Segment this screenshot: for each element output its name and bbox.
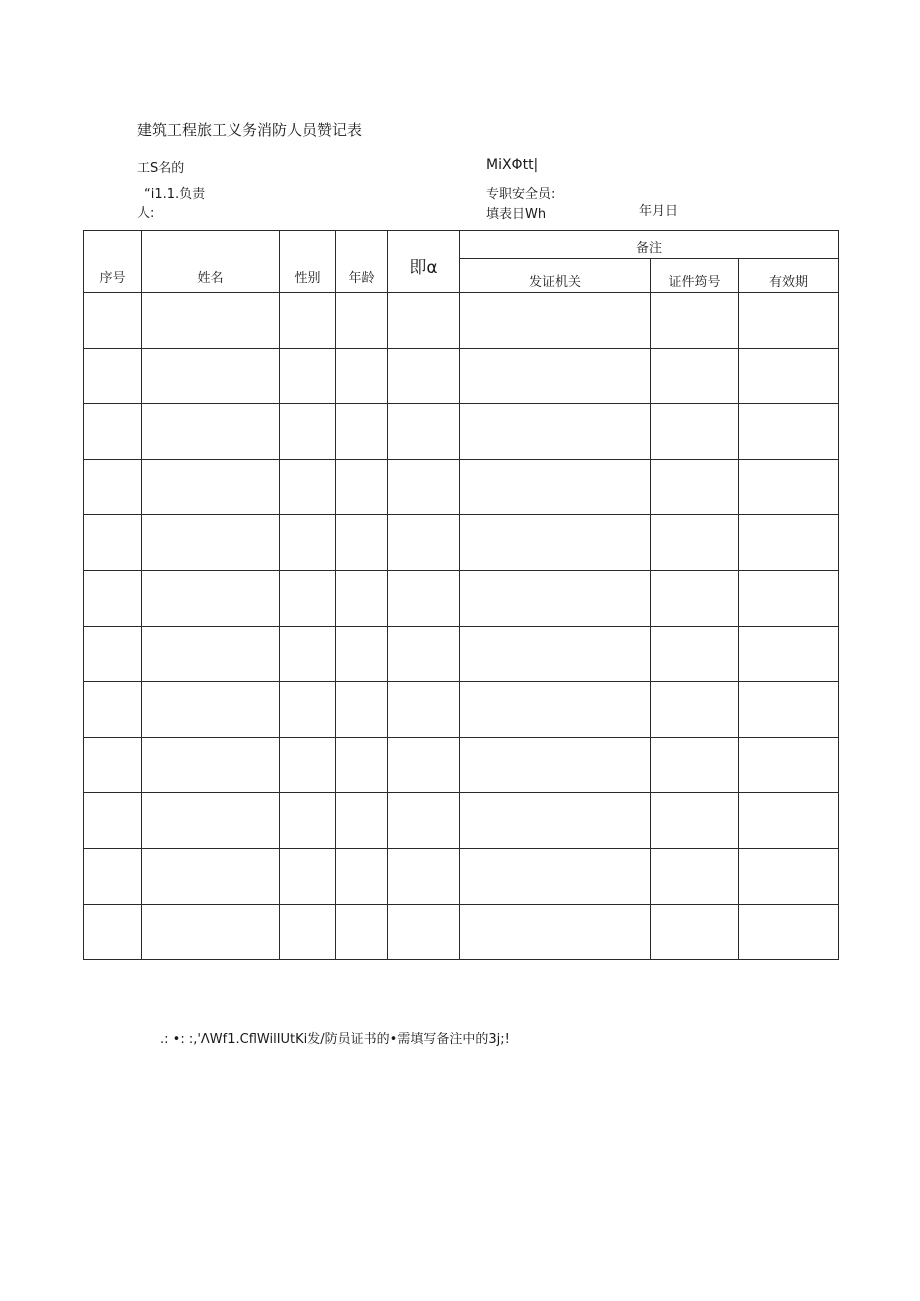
table-cell[interactable] [84,348,142,404]
table-row [84,570,839,626]
table-row [84,515,839,571]
table-cell[interactable] [739,626,839,682]
table-row [84,848,839,904]
table-cell[interactable] [142,848,280,904]
table-row [84,348,839,404]
table-cell[interactable] [460,626,651,682]
table-cell[interactable] [739,459,839,515]
table-cell[interactable] [460,737,651,793]
table-cell[interactable] [460,348,651,404]
table-cell[interactable] [388,459,460,515]
date-label: 年月日 [639,204,679,219]
table-cell[interactable] [460,682,651,738]
table-cell[interactable] [336,348,388,404]
table-cell[interactable] [460,904,651,960]
table-cell[interactable] [388,515,460,571]
table-cell[interactable] [280,626,336,682]
table-cell[interactable] [460,404,651,460]
table-cell[interactable] [336,293,388,349]
table-cell[interactable] [280,515,336,571]
table-cell[interactable] [739,848,839,904]
table-cell[interactable] [280,293,336,349]
table-cell[interactable] [651,404,739,460]
table-cell[interactable] [142,904,280,960]
header-id: 即α [388,231,460,293]
table-cell[interactable] [460,459,651,515]
table-cell[interactable] [651,793,739,849]
table-row [84,793,839,849]
table-row [84,459,839,515]
top-right-text: MiXΦtt| [486,157,539,173]
table-cell[interactable] [84,682,142,738]
table-cell[interactable] [142,626,280,682]
table-cell[interactable] [336,404,388,460]
table-cell[interactable] [142,515,280,571]
table-cell[interactable] [336,682,388,738]
table-cell[interactable] [651,904,739,960]
table-cell[interactable] [651,348,739,404]
table-cell[interactable] [651,626,739,682]
table-cell[interactable] [651,682,739,738]
project-name-label: 工S名的 [137,161,185,176]
fill-date-text: 填表日Wh [486,207,547,222]
table-cell[interactable] [280,570,336,626]
table-row [84,904,839,960]
header-no: 序号 [84,231,142,293]
fill-date-label-cut [486,203,566,222]
table-cell[interactable] [336,459,388,515]
table-cell[interactable] [651,570,739,626]
table-cell[interactable] [336,848,388,904]
table-cell[interactable] [739,348,839,404]
header-gender: 性别 [280,231,336,293]
table-cell[interactable] [460,515,651,571]
responsible-label-cont: 人: [137,206,155,221]
header-cert-no: 证件筠号 [651,259,739,293]
table-body [84,293,839,960]
responsible-label: “i1.1.负责 [144,187,206,202]
table-cell[interactable] [388,682,460,738]
table-cell[interactable] [280,459,336,515]
table-cell[interactable] [280,682,336,738]
table-cell[interactable] [388,293,460,349]
table-cell[interactable] [280,348,336,404]
table-cell[interactable] [84,570,142,626]
table-cell[interactable] [739,904,839,960]
table-cell[interactable] [739,515,839,571]
table-cell[interactable] [388,570,460,626]
table-cell[interactable] [142,737,280,793]
table-row [84,737,839,793]
table-cell[interactable] [651,459,739,515]
table-row [84,404,839,460]
table-cell[interactable] [84,515,142,571]
table-cell[interactable] [388,404,460,460]
table-cell[interactable] [336,570,388,626]
table-cell[interactable] [280,904,336,960]
personnel-register-table [83,230,839,960]
table-cell[interactable] [460,793,651,849]
table-cell[interactable] [460,848,651,904]
table-cell[interactable] [84,404,142,460]
table-cell[interactable] [388,737,460,793]
table-cell[interactable] [280,737,336,793]
table-cell[interactable] [84,737,142,793]
table-cell[interactable] [142,793,280,849]
table-cell[interactable] [388,904,460,960]
table-row [84,682,839,738]
table-cell[interactable] [280,793,336,849]
table-cell[interactable] [336,626,388,682]
table-cell[interactable] [336,515,388,571]
footnote: .: •: :,'ΛWf1.CflWilIUtKi发/防员证书的•需填写备注中的3j;! [160,1032,510,1047]
table-cell[interactable] [280,848,336,904]
table-cell[interactable] [84,793,142,849]
table-cell[interactable] [142,682,280,738]
header-remarks: 备注 [460,231,839,259]
table-cell[interactable] [739,793,839,849]
table-cell[interactable] [142,459,280,515]
header-name: 姓名 [142,231,280,293]
header-validity: 有效期 [739,259,839,293]
table-cell[interactable] [651,515,739,571]
table-cell[interactable] [739,404,839,460]
header-issuer: 发证机关 [460,259,651,293]
table-cell[interactable] [460,570,651,626]
table-cell[interactable] [388,348,460,404]
table-cell[interactable] [142,293,280,349]
table-cell[interactable] [84,459,142,515]
table-cell[interactable] [739,293,839,349]
table-cell[interactable] [651,848,739,904]
table-cell[interactable] [739,682,839,738]
table-cell[interactable] [739,570,839,626]
table-cell[interactable] [388,848,460,904]
table-cell[interactable] [388,793,460,849]
table-cell[interactable] [84,904,142,960]
table-cell[interactable] [336,904,388,960]
table-cell[interactable] [84,293,142,349]
table-cell[interactable] [142,348,280,404]
table-cell[interactable] [142,570,280,626]
table-row [84,626,839,682]
header-age: 年龄 [336,231,388,293]
document-title: 建筑工程旅工义务消防人员赞记表 [137,121,363,139]
table-cell[interactable] [84,848,142,904]
table-row [84,293,839,349]
table-cell[interactable] [280,404,336,460]
table-cell[interactable] [739,737,839,793]
safety-officer-label: 专职安全员: [486,187,556,202]
table-cell[interactable] [460,293,651,349]
table-cell[interactable] [651,737,739,793]
table-cell[interactable] [388,626,460,682]
table-cell[interactable] [84,626,142,682]
table-cell[interactable] [651,293,739,349]
table-cell[interactable] [336,793,388,849]
table-cell[interactable] [142,404,280,460]
table-cell[interactable] [336,737,388,793]
